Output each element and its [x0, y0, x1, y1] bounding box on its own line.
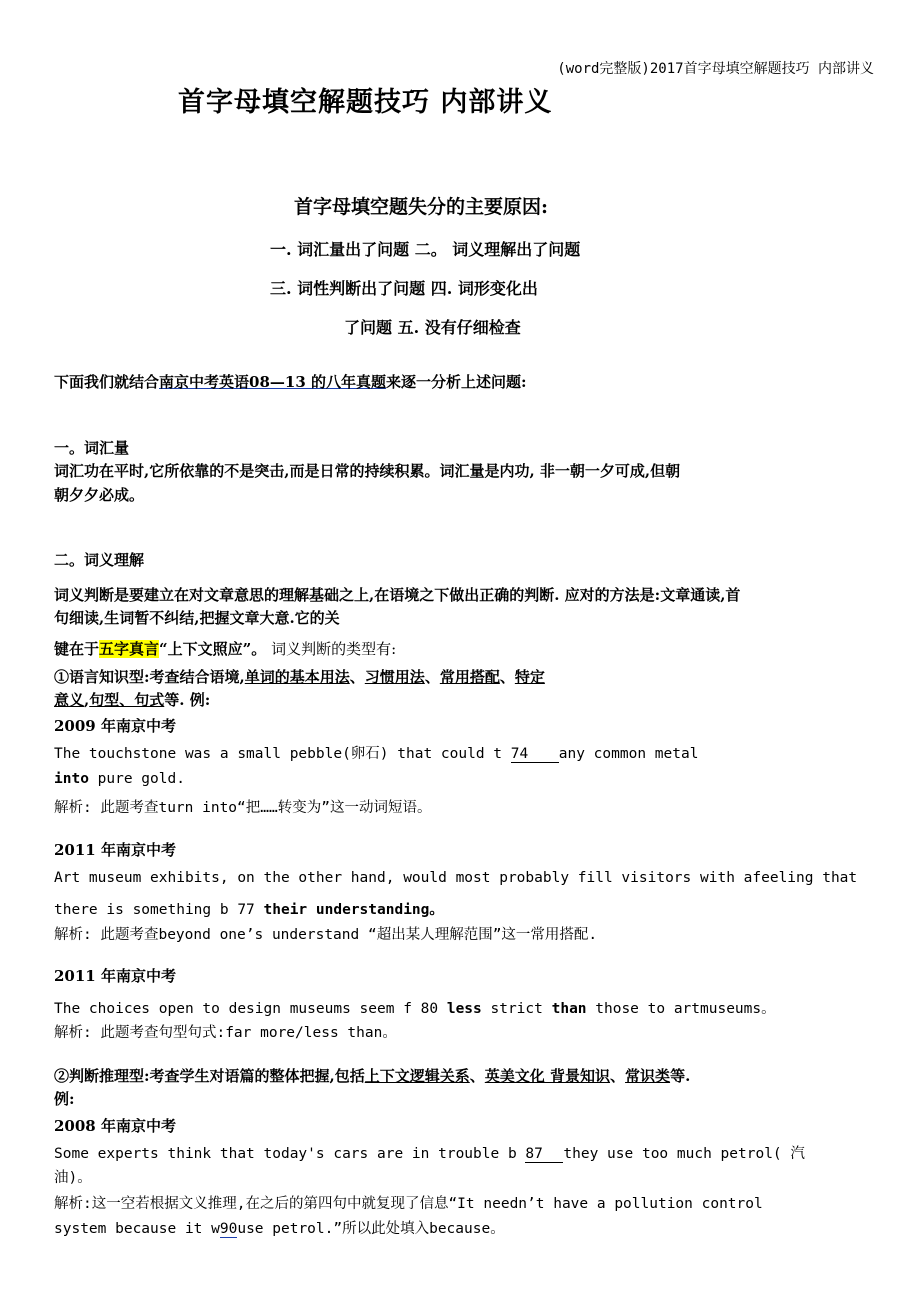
intro-post: 来逐一分析上述问题:: [386, 373, 527, 391]
ex1-pre: The touchstone was a small pebble(卵石) that could t: [54, 746, 511, 762]
reasons-heading: 首字母填空题失分的主要原因:: [294, 196, 549, 218]
ex1-post: any common metal: [558, 746, 699, 762]
ex1-into: into: [54, 771, 89, 787]
sep-6: 、: [610, 1067, 626, 1085]
sep-5: 、: [469, 1067, 485, 1085]
example-1-analysis: 解析: 此题考查turn into“把……转变为”这一动词短语。: [54, 800, 432, 816]
section-2-para-1b: 句细读,生词暂不纠结,把握文章大意.它的关: [54, 609, 340, 627]
example-3-year: 2011 年南京中考: [54, 967, 176, 985]
ex3-post: those to artmuseums。: [586, 1001, 776, 1017]
type-1-u1: 单词的基本用法: [244, 668, 350, 686]
section-2-para-1a: 词义判断是要建立在对文章意思的理解基础之上,在语境之下做出正确的判断. 应对的方法是:文章通读,首: [54, 586, 741, 604]
example-4-analysis-1: 解析:这一空若根据文义推理,在之后的第四句中就复现了信息“It needn’t have a pollution control: [54, 1196, 763, 1212]
type-2-u2: 英美文化 背景知识: [484, 1067, 611, 1085]
example-3-line-1: [54, 997, 776, 1018]
example-2-line-2: [54, 898, 444, 919]
type-2-pre: ②判断推理型:考查学生对语篇的整体把握,包括: [54, 1067, 365, 1085]
page-header: (word完整版)2017首字母填空解题技巧 内部讲义: [557, 61, 874, 77]
type-2-u1: 上下文逻辑关系: [364, 1067, 470, 1085]
type-2-u3: 常识类: [625, 1067, 671, 1085]
example-1-line-1: [54, 742, 698, 763]
para-2-quote: “上下文照应”。: [159, 640, 267, 658]
example-4-analysis-2: [54, 1217, 505, 1238]
section-1-line-2: 朝夕夕必成。: [54, 486, 145, 504]
ex1-line2-post: pure gold.: [88, 771, 185, 787]
type-1b-u2: 句型、句式: [89, 691, 165, 709]
ex2-bold: their understanding。: [263, 902, 444, 918]
example-2-line-1: Art museum exhibits, on the other hand, would most probably fill visitors with afeeling that: [54, 870, 858, 886]
type-1-u3: 常用搭配: [439, 668, 500, 686]
type-2-post: 等.: [670, 1067, 691, 1085]
ex4-an-pre: system because it w: [54, 1221, 220, 1237]
page-title: 首字母填空解题技巧 内部讲义: [178, 87, 553, 118]
ex4-blank: 87: [525, 1146, 563, 1163]
sep-4: ,: [84, 691, 90, 709]
ex2-pre: there is something b 77: [54, 902, 264, 918]
example-4-line-1: [54, 1142, 805, 1163]
type-1b-post: 等. 例:: [164, 691, 211, 709]
sep-3: 、: [499, 668, 515, 686]
para-2-post: 词义判断的类型有:: [266, 640, 397, 658]
sep-1: 、: [349, 668, 365, 686]
example-2-year: 2011 年南京中考: [54, 841, 176, 859]
ex3-less: less: [446, 1001, 482, 1017]
ex3-pre: The choices open to design museums seem f 80: [54, 1001, 447, 1017]
ex4-an-post: use petrol.”所以此处填入because。: [237, 1221, 505, 1237]
sep-2: 、: [424, 668, 440, 686]
example-2-analysis: 解析: 此题考查beyond one’s understand “超出某人理解范围”这一常用搭配.: [54, 927, 598, 943]
type-1-u2: 习惯用法: [364, 668, 425, 686]
highlight-five-words: 五字真言: [99, 640, 160, 658]
section-1-heading: 一。词汇量: [54, 439, 130, 457]
intro-paragraph: [54, 371, 527, 392]
type-1-line-a: [54, 666, 545, 687]
section-1-line-1: 词汇功在平时,它所依靠的不是突击,而是日常的持续积累。词汇量是内功, 非一朝一夕可成,但朝: [54, 462, 681, 480]
ex1-blank: 74: [511, 746, 559, 763]
type-2-example-label: 例:: [54, 1090, 75, 1108]
section-2-heading: 二。词义理解: [54, 551, 145, 569]
ex4-post: they use too much petrol( 汽: [563, 1146, 805, 1162]
reasons-line-2: 三. 词性判断出了问题 四. 词形变化出: [270, 279, 538, 298]
section-2-para-2: [54, 638, 396, 659]
example-1-line-2: [54, 771, 185, 787]
reasons-line-3: 了问题 五. 没有仔细检查: [344, 318, 521, 337]
example-4-year: 2008 年南京中考: [54, 1117, 176, 1135]
type-1-u4: 特定: [514, 668, 545, 686]
intro-link[interactable]: 南京中考英语08—13 的八年真题: [159, 373, 386, 391]
example-3-analysis: 解析: 此题考查句型句式:far more/less than。: [54, 1025, 397, 1041]
example-4-line-2: 油)。: [54, 1170, 92, 1186]
type-1-pre: ①语言知识型:考查结合语境,: [54, 668, 245, 686]
ex3-than: than: [551, 1001, 587, 1017]
type-1-line-b: [54, 689, 210, 710]
ex4-an-blank: 90: [219, 1221, 238, 1237]
intro-pre: 下面我们就结合: [54, 373, 160, 391]
ex3-mid: strict: [481, 1001, 552, 1017]
type-1b-u1: 意义: [54, 691, 85, 709]
reasons-line-1: 一. 词汇量出了问题 二。 词义理解出了问题: [270, 240, 581, 259]
ex4-pre: Some experts think that today's cars are in trouble b: [54, 1146, 526, 1162]
type-2-line: [54, 1065, 690, 1086]
example-1-year: 2009 年南京中考: [54, 717, 176, 735]
para-2-pre: 键在于: [54, 640, 100, 658]
